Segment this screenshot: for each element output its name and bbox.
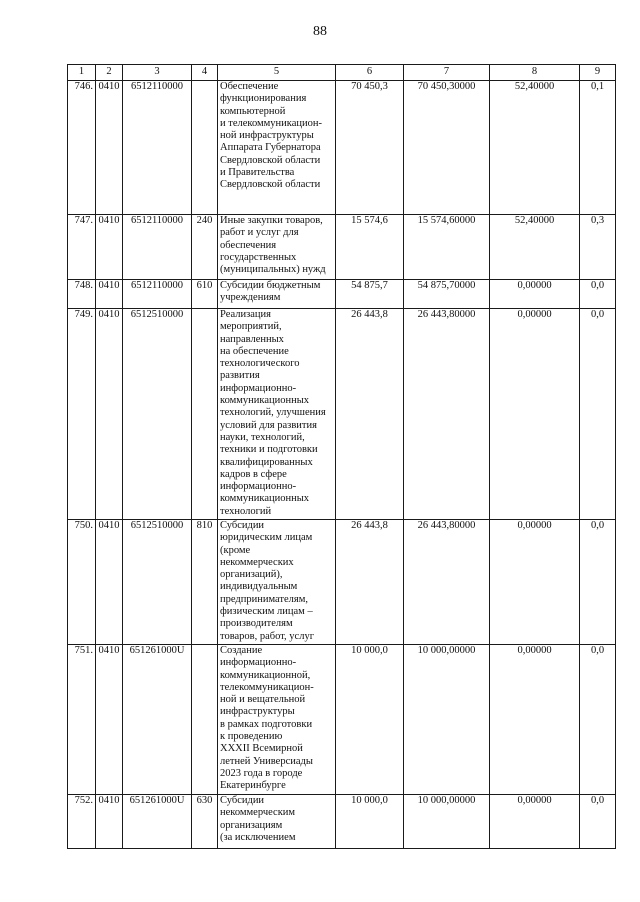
target-article-code: 6512110000: [123, 81, 192, 215]
section-code: 0410: [96, 520, 123, 645]
amount-col9: 0,0: [580, 645, 616, 795]
item-name: [218, 81, 336, 215]
amount-col6: 15 574,6: [336, 215, 404, 280]
budget-table: [67, 64, 616, 849]
target-article-code: 651261000U: [123, 795, 192, 849]
item-name: [218, 280, 336, 309]
page-number: 88: [313, 24, 327, 39]
amount-col7: 15 574,60000: [404, 215, 490, 280]
expense-type-code: 610: [192, 280, 218, 309]
amount-col7: 10 000,00000: [404, 795, 490, 849]
row-number: 751.: [68, 645, 96, 795]
row-number: 752.: [68, 795, 96, 849]
header-cell: 4: [192, 65, 218, 81]
header-cell: 3: [123, 65, 192, 81]
header-cell: 1: [68, 65, 96, 81]
header-cell: 8: [490, 65, 580, 81]
expense-type-code: 630: [192, 795, 218, 849]
amount-col9: 0,0: [580, 520, 616, 645]
table-row: [68, 81, 616, 215]
item-name: [218, 795, 336, 849]
item-name: [218, 645, 336, 795]
table-row: [68, 520, 616, 645]
header-cell: 5: [218, 65, 336, 81]
header-cell: 2: [96, 65, 123, 81]
target-article-code: 651261000U: [123, 645, 192, 795]
target-article-code: 6512510000: [123, 309, 192, 520]
section-code: 0410: [96, 645, 123, 795]
amount-col6: 26 443,8: [336, 309, 404, 520]
item-name: [218, 309, 336, 520]
item-name-text: Субсидии юридическим лицам (кроме некоммерческих организаций), индивидуальным предпринимателям, физическим лицам – производителям товаров, работ, услуг: [220, 520, 315, 642]
amount-col9: 0,0: [580, 309, 616, 520]
item-name-text: Обеспечение функционирования компьютерной и телекоммуникацион- ной инфраструктуры Аппарата Губернатора Свердловской области и Правительства Свердловской области: [220, 81, 322, 191]
header-cell: 6: [336, 65, 404, 81]
table-row: [68, 280, 616, 309]
amount-col8: 52,40000: [490, 215, 580, 280]
amount-col8: 0,00000: [490, 795, 580, 849]
table-row: [68, 309, 616, 520]
amount-col7: 26 443,80000: [404, 309, 490, 520]
amount-col8: 52,40000: [490, 81, 580, 215]
amount-col9: 0,3: [580, 215, 616, 280]
amount-col6: 70 450,3: [336, 81, 404, 215]
expense-type-code: 240: [192, 215, 218, 280]
row-number: 746.: [68, 81, 96, 215]
item-name-text: Реализация мероприятий, направленных на обеспечение технологического развития информационно- коммуникационных технологий, улучшения условий для развития науки, технологий, техники и подготовки квалифицированных кадров в сфере информационно- коммуникационных технологий: [220, 309, 326, 517]
expense-type-code: 810: [192, 520, 218, 645]
section-code: 0410: [96, 215, 123, 280]
item-name-text: Субсидии некоммерческим организациям (за исключением: [220, 795, 296, 843]
table-row: [68, 795, 616, 849]
amount-col7: 70 450,30000: [404, 81, 490, 215]
target-article-code: 6512110000: [123, 215, 192, 280]
amount-col8: 0,00000: [490, 280, 580, 309]
section-code: 0410: [96, 795, 123, 849]
amount-col7: 26 443,80000: [404, 520, 490, 645]
amount-col8: 0,00000: [490, 309, 580, 520]
table-header-row: [68, 65, 616, 81]
item-name-text: Субсидии бюджетным учреждениям: [220, 280, 321, 304]
amount-col6: 10 000,0: [336, 645, 404, 795]
row-number: 749.: [68, 309, 96, 520]
item-name: [218, 520, 336, 645]
header-cell: 7: [404, 65, 490, 81]
amount-col6: 10 000,0: [336, 795, 404, 849]
item-name-text: Создание информационно- коммуникационной, телекоммуникацион- ной и вещательной инфраструктуры в рамках подготовки к проведению XXXII Всемирной летней Универсиады 2023 года в городе Екатеринбурге: [220, 645, 314, 792]
item-name: [218, 215, 336, 280]
amount-col9: 0,0: [580, 795, 616, 849]
amount-col8: 0,00000: [490, 520, 580, 645]
table-row: [68, 645, 616, 795]
section-code: 0410: [96, 309, 123, 520]
amount-col7: 10 000,00000: [404, 645, 490, 795]
row-number: 747.: [68, 215, 96, 280]
item-name-text: Иные закупки товаров, работ и услуг для обеспечения государственных (муниципальных) нужд: [220, 215, 326, 276]
section-code: 0410: [96, 280, 123, 309]
amount-col7: 54 875,70000: [404, 280, 490, 309]
table-row: [68, 215, 616, 280]
amount-col9: 0,0: [580, 280, 616, 309]
expense-type-code: [192, 645, 218, 795]
amount-col8: 0,00000: [490, 645, 580, 795]
target-article-code: 6512510000: [123, 520, 192, 645]
expense-type-code: [192, 309, 218, 520]
row-number: 750.: [68, 520, 96, 645]
target-article-code: 6512110000: [123, 280, 192, 309]
expense-type-code: [192, 81, 218, 215]
row-number: 748.: [68, 280, 96, 309]
section-code: 0410: [96, 81, 123, 215]
header-cell: 9: [580, 65, 616, 81]
amount-col6: 26 443,8: [336, 520, 404, 645]
amount-col6: 54 875,7: [336, 280, 404, 309]
amount-col9: 0,1: [580, 81, 616, 215]
